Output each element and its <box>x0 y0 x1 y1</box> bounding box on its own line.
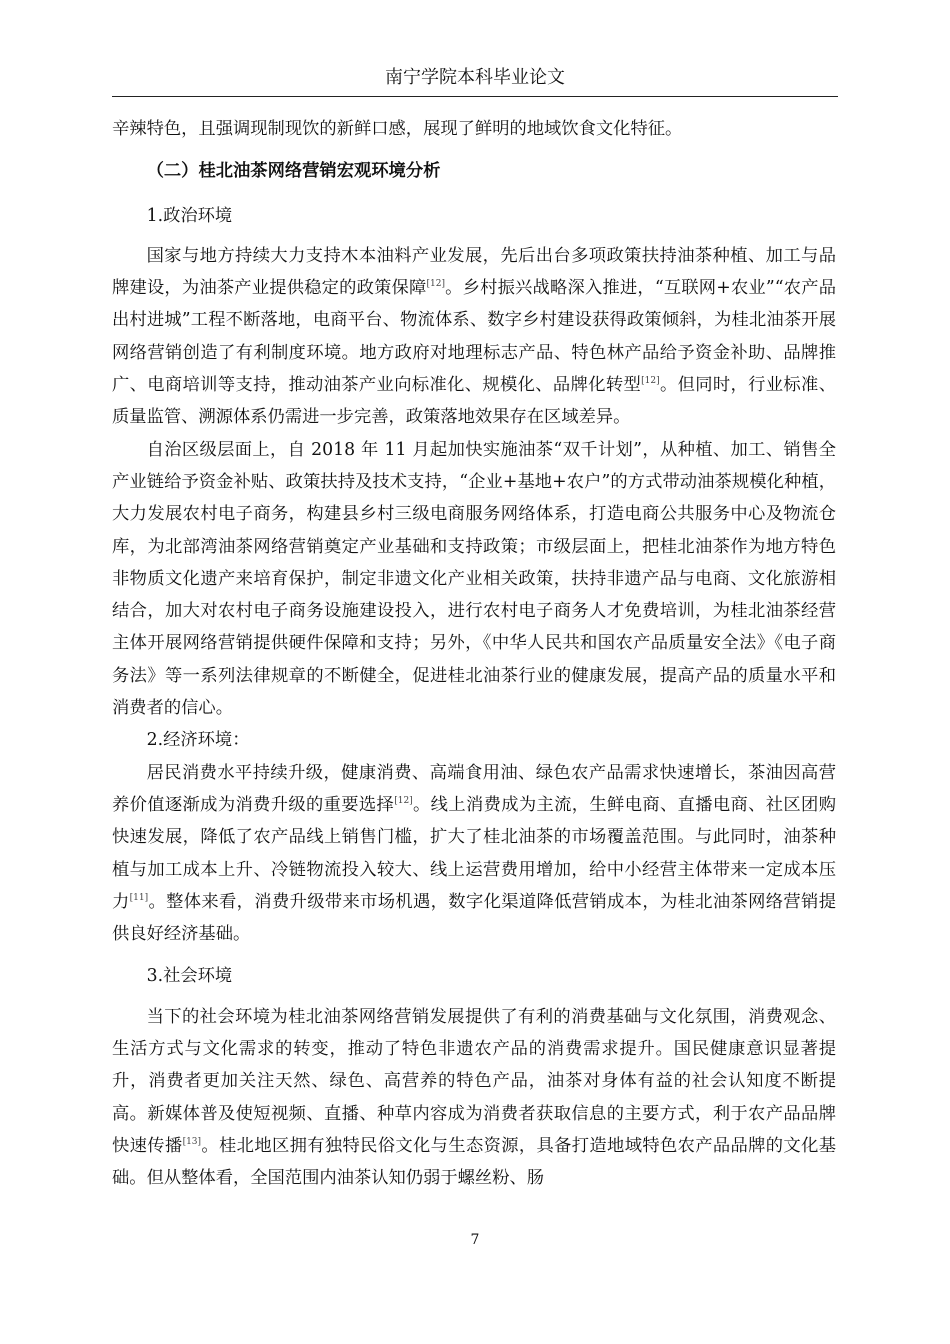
paragraph-social: 当下的社会环境为桂北油茶网络营销发展提供了有利的消费基础与文化氛围，消费观念、生活方式与文化需求的转变，推动了特色非遗农产品的消费需求提升。国民健康意识显著提升，消费者更加关注天然、绿色、高营养的特色产品，油茶对身体有益的社会认知度不断提高。新媒体普及使短视频、直播、种草内容成为消费者获取信息的主要方式，利于农产品品牌快速传播[13]。桂北地区拥有独特民俗文化与生态资源，具备打造地域特色农产品品牌的文化基础。但从整体看，全国范围内油茶认知仍弱于螺丝粉、肠 <box>112 1006 836 1189</box>
subsection-title-political: 1.政治环境 <box>146 205 233 226</box>
page-header <box>112 60 838 97</box>
citation[interactable]: [12] <box>394 795 413 806</box>
header-title: 南宁学院本科毕业论文 <box>385 67 565 88</box>
citation[interactable]: [13] <box>182 1136 202 1147</box>
paragraph-political: 国家与地方持续大力支持木本油料产业发展，先后出台多项政策扶持油茶种植、加工与品牌建设，为油茶产业提供稳定的政策保障[12]。乡村振兴战略深入推进，“互联网+农业”“农产品出村进城”工程不断落地，电商平台、物流体系、数字乡村建设获得政策倾斜，为桂北油茶开展网络营销创造了有利制度环境。地方政府对地理标志产品、特色林产品给予资金补助、品牌推广、电商培训等支持，推动油茶产业向标准化、规模化、品牌化转型[12]。但同时，行业标准、质量监管、溯源体系仍需进一步完善，政策落地效果存在区域差异。 <box>112 245 836 428</box>
page-number: 7 <box>470 1232 480 1248</box>
subsection-title-economic: 2.经济环境： <box>146 730 250 751</box>
section-heading: （二）桂北油茶网络营销宏观环境分析 <box>146 161 441 182</box>
paragraph-continued: 辛辣特色，且强调现制现饮的新鲜口感，展现了鲜明的地域饮食文化特征。 <box>112 119 683 139</box>
body-text <box>112 113 836 1195</box>
citation[interactable]: [12] <box>641 376 660 387</box>
citation[interactable]: [12] <box>426 279 445 290</box>
subsection-title-social: 3.社会环境 <box>146 966 233 987</box>
paragraph-regional-policy: 自治区级层面上，自 2018 年 11 月起加快实施油茶“双千计划”，从种植、加工、销售全产业链给予资金补贴、政策扶持及技术支持，“企业+基地+农户”的方式带动油茶规模化种植，大力发展农村电子商务，构建县乡村三级电商服务网络体系，打造电商公共服务中心及物流仓库，为北部湾油茶网络营销奠定产业基础和支持政策；市级层面上，把桂北油茶作为地方特色非物质文化遗产来培育保护，制定非遗文化产业相关政策，扶持非遗产品与电商、文化旅游相结合，加大对农村电子商务设施建设投入，进行农村电子商务人才免费培训，为桂北油茶经营主体开展网络营销提供硬件保障和支持；另外，《中华人民共和国农产品质量安全法》《电子商务法》等一系列法律规章的不断健全，促进桂北油茶行业的健康发展，提高产品的质量水平和消费者的信心。 <box>112 439 836 719</box>
citation[interactable]: [11] <box>129 892 149 903</box>
paragraph-economic: 居民消费水平持续升级，健康消费、高端食用油、绿色农产品需求快速增长，茶油因高营养价值逐渐成为消费升级的重要选择[12]。线上消费成为主流，生鲜电商、直播电商、社区团购快速发展，降低了农产品线上销售门槛，扩大了桂北油茶的市场覆盖范围。与此同时，油茶种植与加工成本上升、冷链物流投入较大、线上运营费用增加，给中小经营主体带来一定成本压力[11]。整体来看，消费升级带来市场机遇，数字化渠道降低营销成本，为桂北油茶网络营销提供良好经济基础。 <box>112 762 836 945</box>
